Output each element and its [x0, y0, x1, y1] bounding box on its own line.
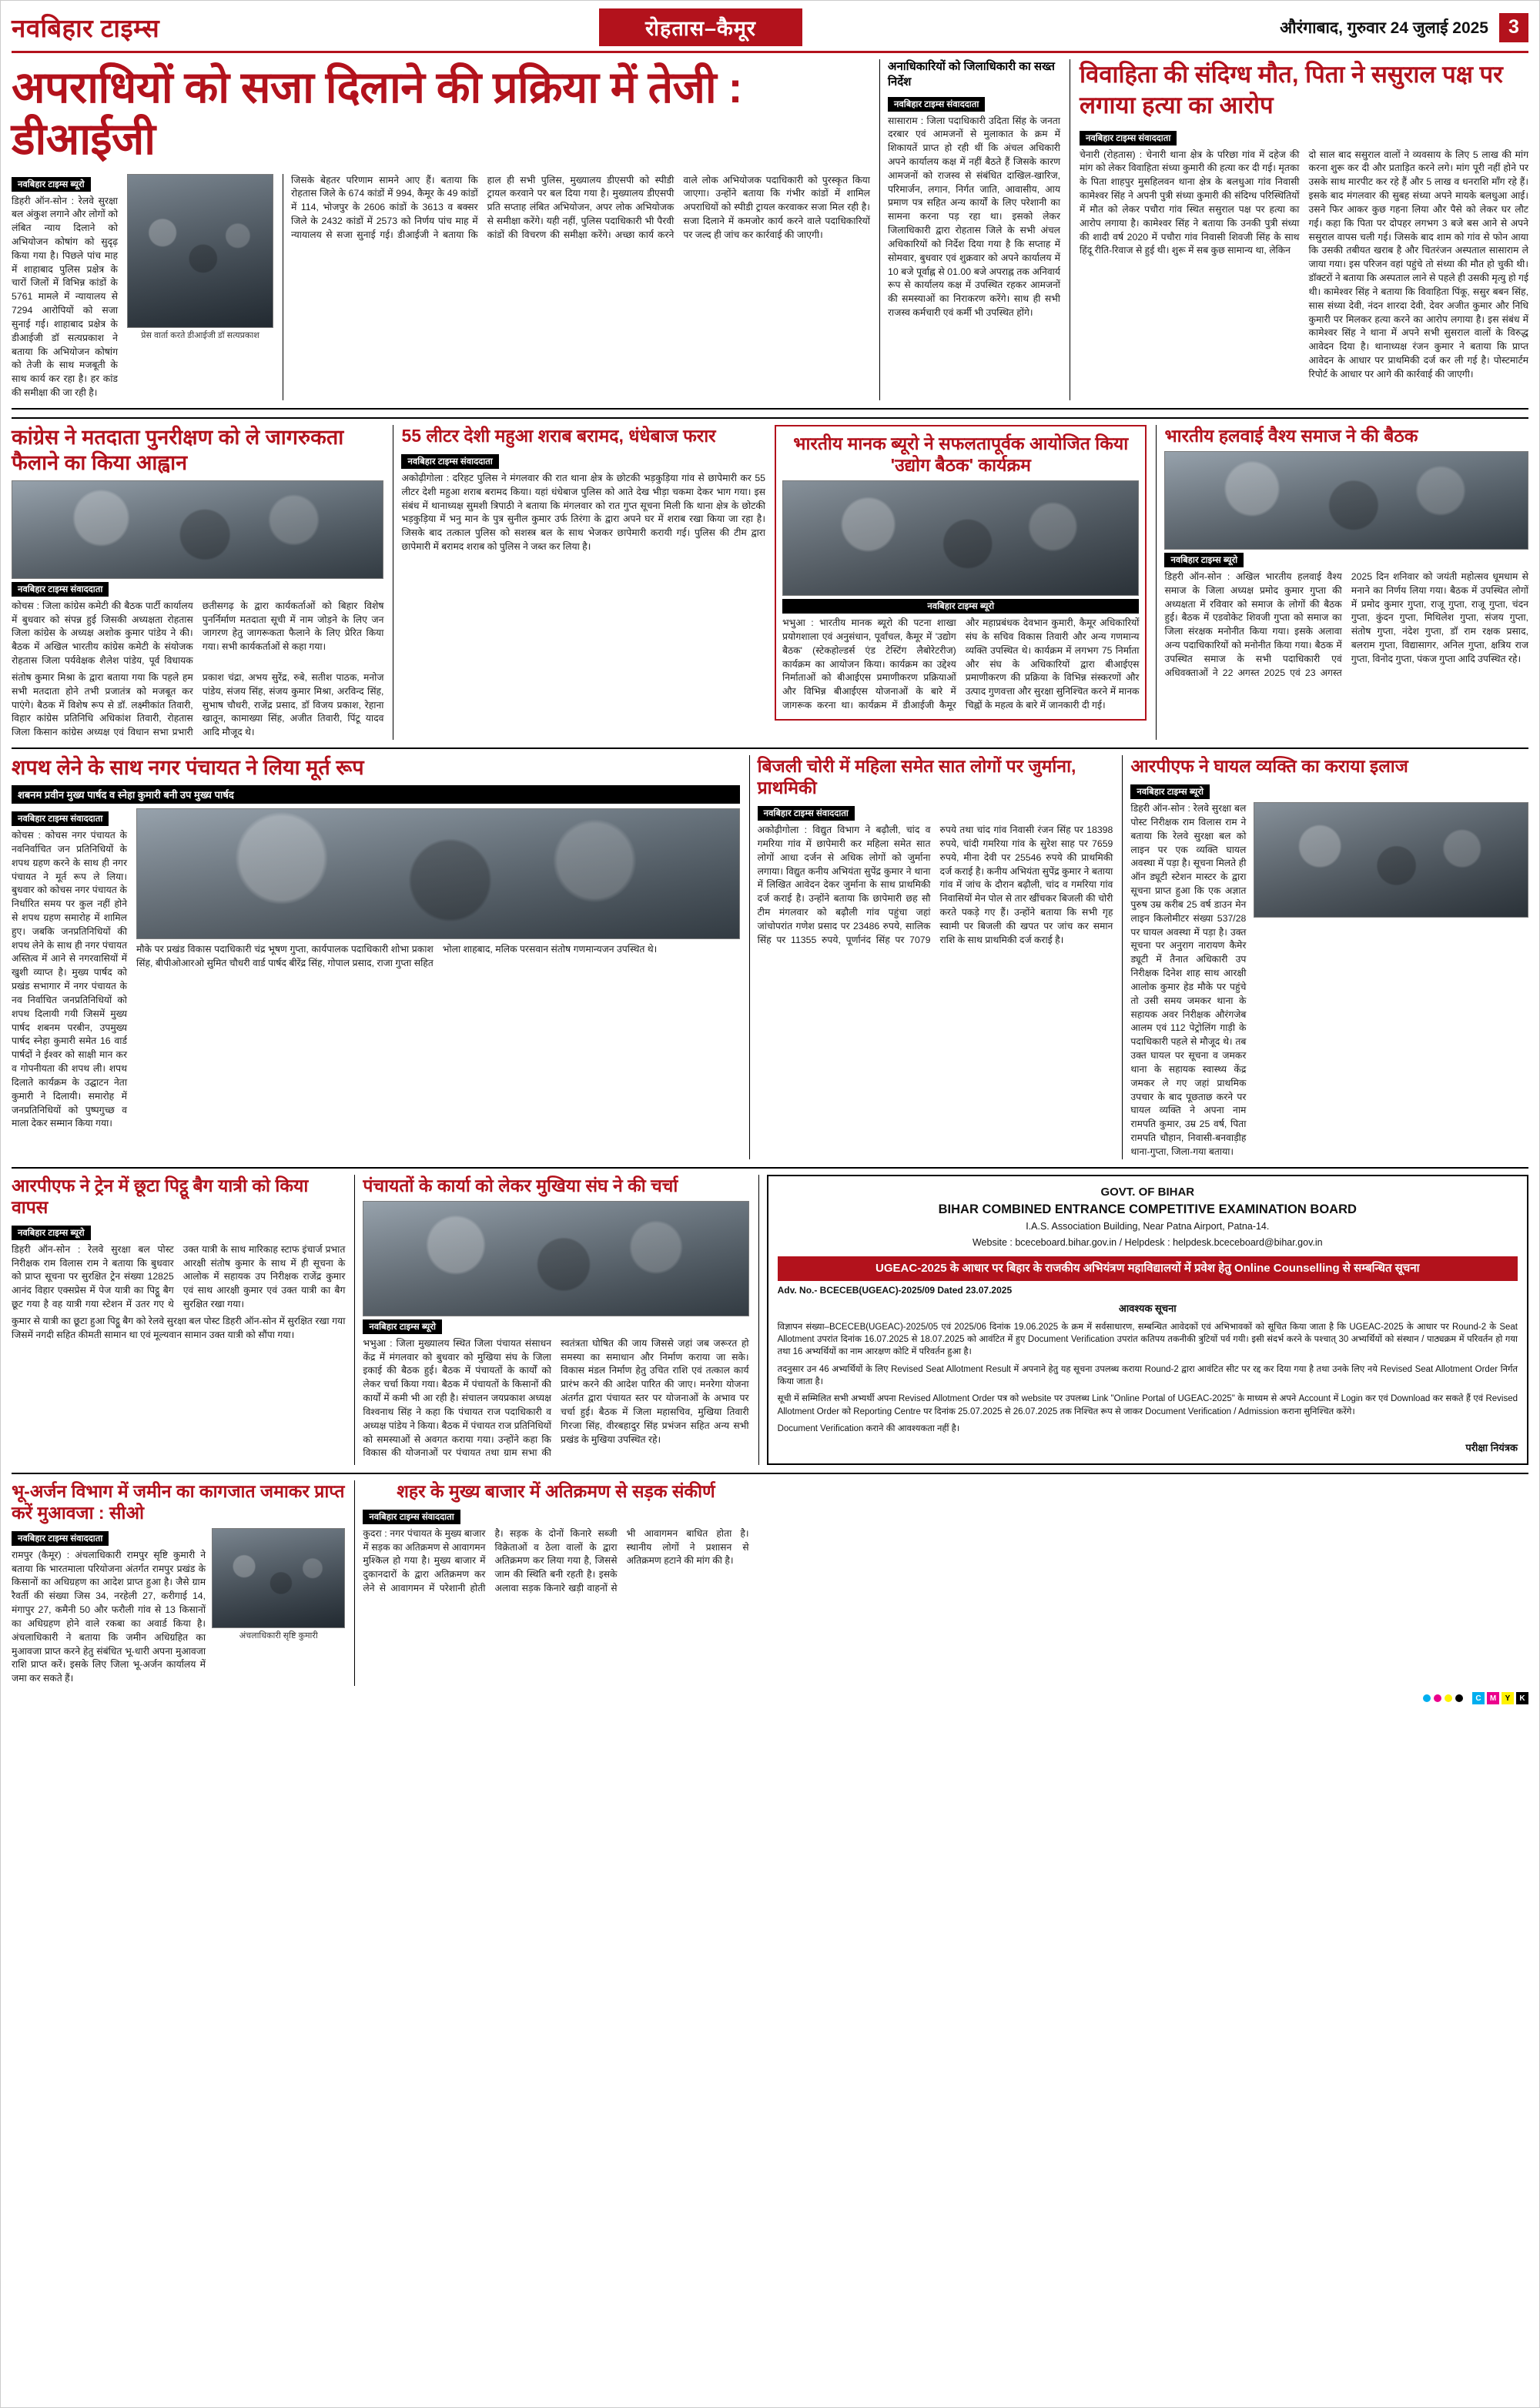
- story-mukhiya: [354, 1175, 748, 1465]
- mid-byline: नवबिहार टाइम्स संवाददाता: [888, 97, 985, 112]
- mid-text: सासाराम : जिला पदाधिकारी उदिता सिंह के जनता दरबार एवं आमजनों से मुलाकात के क्रम में शिकायतें प्राप्त हो रही थीं कि अंचल अधिकारी अपने कार्यालय कक्ष में नहीं बैठते हैं जिसके कारण आमजनों को राजस्व से संबंधित दाखिल-खारिज, परिमार्जन, लगान, निर्गत जाति, आवासीय, आय प्रमाण पत्र सहित अन्य कार्यों के लिए परेशानी का सामना करना पड़ रहा था। इसको लेकर जिलाधिकारी द्वारा रोहतास जिले के सभी अंचल अधिकारियों को निर्देश दिया गया है कि सप्ताह में सोमवार, बुधवार एवं शुक्रवार को अपने कार्यालय में 10 बजे पूर्वाह्न से 01.00 बजे अपराह्न तक अनिवार्य रूप से कार्यालय कक्ष में उपस्थित रहकर आमजनों की समस्याओं का निराकरण करेंगे। साथ ही सभी राजस्व कर्मचारी एवं कर्मी भी उपस्थित होंगे।: [888, 115, 1060, 319]
- story-bag-byline: नवबिहार टाइम्स ब्यूरो: [12, 1226, 91, 1240]
- story-land-compensation: [12, 1480, 345, 1686]
- story-mukhiya-byline: नवबिहार टाइम्स ब्यूरो: [363, 1319, 442, 1334]
- story-congress-title: कांग्रेस ने मतदाता पुनरीक्षण को ले जागरुकता फैलाने का किया आह्वान: [12, 425, 344, 474]
- lead-text-2-wrap: [283, 174, 870, 400]
- story-halwai-byline: नवबिहार टाइम्स ब्यूरो: [1164, 553, 1244, 567]
- ad-advno: Adv. No.- BCECEB(UGEAC)-2025/09 Dated 23.07.2025: [777, 1285, 1013, 1296]
- dot-cyan: [1423, 1694, 1431, 1702]
- story-encroachment-text: कुदरा : नगर पंचायत के मुख्य बाजार में सड़क का अतिक्रमण से आवागमन मुश्किल हो गया है। मुख्य बाजार में दुकानदारों के द्वारा अतिक्रमण कर लेने से आवागमन में परेशानी होती है। सड़क के दोनों किनारे सब्जी विक्रेताओं व ठेला वालों के द्वारा अतिक्रमण कर लिया गया है, जिससे जाम की स्थिति बनी रहती है। इसके अलावा सड़क किनारे खड़ी वाहनों से भी आवागमन बाधित होता है। स्थानीय लोगों ने प्रशासन से अतिक्रमण हटाने की मांग की है।: [363, 1527, 749, 1594]
- story-liquor-text: अकोढ़ीगोला : दरिहट पुलिस ने मंगलवार की रात थाना क्षेत्र के छोटकी भड़कुड़िया गांव से छापेमारी कर 55 लीटर देशी महुआ शराब बरामद किया। यहां धंधेबाज पुलिस को आते देख भीड़ा चकमा देकर भाग गया। इस संबंध में थानाध्यक्ष सुमशी त्रिपाठी ने बताया कि मंगलवार को रात गुप्त सूचना मिली कि थाना क्षेत्र के छोटकी भड़कुड़िया में भनु मान के पुत्र सुनील कुमार उर्फ तिरंगा के द्वारा अपने घर में शराब रखा किया जा रहा है। जिसके बाद तत्काल पुलिस को सशस्त्र बल के साथ भेजकर छापेमारी करायी गई। पुलिस की टीम द्वारा छापेमारी में बरामद शराब को पुलिस ने जब्त कर लिया है।: [401, 472, 765, 553]
- lead-byline: नवबिहार टाइम्स ब्यूरो: [12, 177, 91, 192]
- row-two: [12, 417, 1528, 740]
- story-mukhiya-photo: [363, 1201, 748, 1316]
- story-bis-text: भभुआ : भारतीय मानक ब्यूरो की पटना शाखा प्रयोगशाला एवं अनुसंधान, पूर्वांचल, कैमूर में 'उद्योग बैठक' (स्टेकहोल्डर्स एंड टेस्टिंग लैबोरेटरीज) कार्यक्रम का आयोजन किया। कार्यक्रम का उद्देश्य निर्माताओं को बीआईएस प्रमाणीकरण प्रक्रियाओं और विभिन्न बीआईएस योजनाओं के बारे में जागरूक करना था। कार्यक्रम में डीआईजी कैमूर और महाप्रबंधक देवभान कुमारी, कैमूर अधिकारियों संघ के सचिव विकास तिवारी और अन्य गणमान्य व्यक्ति उपस्थित थे। कार्यक्रम में लगभग 75 निर्माता और संघ के अधिकारियों द्वारा बीआईएस प्रमाणीकरण की प्रक्रिया के विभिन्न संस्करणों और उत्पाद गुणवत्ता और सुरक्षा सुनिश्चित करने में मानक चिह्नों के महत्व के बारे में जानकारी दी गई।: [782, 617, 1140, 711]
- right-lead-headline: विवाहिता की संदिग्ध मौत, पिता ने ससुराल पक्ष पर लगाया हत्या का आरोप: [1080, 61, 1503, 119]
- lead-photo: [127, 174, 273, 328]
- story-bis-title: भारतीय मानक ब्यूरो ने सफलतापूर्वक आयोजित किया 'उद्योग बैठक' कार्यक्रम: [793, 433, 1129, 475]
- lead-text-2: जिसके बेहतर परिणाम सामने आए हैं। बताया कि रोहतास जिले के 674 कांडों में 994, कैमूर के 49 कांडों में 114, भोजपुर के 2606 कांडों के 3613 व बक्सर जिले के 2432 कांडों में 2573 को निर्णय पांच माह में न्यायालय से सजा सुनाई गई। डीआईजी ने बताया कि हाल ही सभी पुलिस, मुख्यालय डीएसपी को स्पीडी ट्रायल करवाने पर बल दिया गया है। मुख्यालय डीएसपी प्रति सप्ताह लंबित अभियोजन, अपर लोक अभियोजक से समीक्षा करेंगे। यही नहीं, पुलिस पदाधिकारी भी पैरवी कांडों की विचरण की समीक्षा करेंगे। अच्छा कार्य करने वाले लोक अभियोजक पदाधिकारी को पुरस्कृत किया जाएगा। उन्होंने बताया कि गंभीर कांडों में शामिल अपराधियों को स्पीडी ट्रायल करवाकर सजा मिल रही है। सजा दिलाने में कमजोर कार्य करने वाले पदाधिकारियों पर जल्द ही जांच कर कार्रवाई की जाएगी।: [291, 174, 870, 240]
- right-lead-text-2: दो साल बाद ससुराल वालों ने व्यवसाय के लिए 5 लाख की मांग करना शुरू कर दी और प्रताड़ित करने लगे। मांग पूरी नहीं होने पर उसके साथ मारपीट कर रहे हैं और 5 लाख व धनराशि माँग रहे हैं। इसके बाद मंगलवार की सुबह संध्या अपने मायके बलधुआ आई। उसने फिर आकर कुछ गहना लिया और पैसे को लेकर घर लौट गई। कहा कि पिता पर दोपहर लगभग 3 बजे बस आने से अपने ससुराल वापस चली गई। जिसके बाद शाम को गांव से फोन आया कि उसकी तबीयत खराब है और चितरंजन अस्पताल सासाराम ले जाया गया। इस परिजन वहां पहुंचे तो संध्या की मौत हो चुकी थी। डॉक्टरों ने बताया कि अस्पताल लाने से पहले ही उसकी मृत्यु हो गई थी। कामेश्वर सिंह ने बताया कि विवाहिता पिंकू, ससुर बबन सिंह, सास संध्या देवी, नंदन शारदा देवी, देवर अजीत कुमार और निधि कुमारी पर मिलकर हत्या करने का आरोप लगाया है। इस संबंध में कामेश्वर सिंह ने थाना में अपने सभी सुसराल वालों के विरुद्ध आवेदन दिया है। थानाध्यक्ष रंजन कुमार ने बताया कि प्राप्त आवेदन के आधार पर प्राथमिकी दर्ज कर ली गई है। पोस्टमार्टम रिपोर्ट के आधार पर आगे की कार्रवाई की जाएगी।: [1308, 149, 1528, 380]
- story-bag-title: आरपीएफ ने ट्रेन में छूटा पिट्ठू बैग यात्री को किया वापस: [12, 1175, 309, 1217]
- edition-tag-wrap: [273, 8, 1128, 46]
- story-power-theft: [749, 755, 1113, 1159]
- story-panchayat-oath: [12, 755, 740, 1159]
- lead-text-1: डिहरी ऑन-सोन : रेलवे सुरक्षा बल अंकुश लगाने और लोगों को लंबित न्याय दिलाने को अभियोजन कोषांग को सुदृढ़ किया गया है। पिछले पांच माह में शाहाबाद पुलिस प्रक्षेत्र के चारों जिलों में विभिन्न कांडों के 5761 मामले में न्यायालय से 7294 आरोपियों को सजा सुनाई गई। शाहाबाद प्रक्षेत्र के डीआईजी डॉ सत्यप्रकाश ने बताया कि अभियोजन कोषांग को तेजी के साथ मजबूती के साथ कार्य कर रहा है। हर कांड की समीक्षा की जा रही है।: [12, 195, 118, 399]
- ad-website: Website : bceceboard.bihar.gov.in / Helpdesk : helpdesk.bceceboard@bihar.gov.in: [972, 1237, 1323, 1249]
- story-oath-subtitle: शबनम प्रवीन मुख्य पार्षद व स्नेहा कुमारी बनी उप मुख्य पार्षद: [12, 785, 740, 804]
- lead-photo-caption: प्रेस वार्ता करते डीआईजी डॉ सत्यप्रकाश: [141, 330, 259, 340]
- story-power-text: अकोढ़ीगोला : विद्युत विभाग ने बढ़ौली, चांद व गमरिया गांव में छापेमारी कर महिला समेत सात लोगों आधा दर्जन से अधिक लोगों को जुर्माना लगाया। विद्युत कनीय अभियंता सुपेंद्र कुमार ने थाना में लिखित आवेदन देकर जुर्माना के साथ प्राथमिकी दर्ज कराई है। उन्होंने बताया कि छापेमारी छह सौ टीम मंगलवार को बढ़ौली गांव पहुंचा जहां जांचोपरांत गणेश प्रसाद पर 23486 रुपये, सालिक सिंह पर 11355 रुपये, पूर्णानंद सिंह पर 7079 रुपये तथा चांद गांव निवासी रंजन सिंह पर 18398 रुपये, चांदी गमरिया गांव के सुरेश साह पर 7659 रुपये, मीना देवी पर 25546 रुपये की प्राथमिकी दर्ज कराई है। कनीय अभियंता सुपेंद्र कुमार ने बताया गांव में जांच के दौरान बढ़ौली, चांद व गमरिया गांव निवासियों मेन पोल से तार खींचकर बिजली की चोरी करते पकड़े गए हैं। उन्होंने बताया कि सभी गृह स्वामी पर बिजली की खपत पर जांच कर समान राशि के साथ प्राथमिकी दर्ज कराई है।: [757, 824, 1113, 945]
- ad-para-1: विज्ञापन संख्या–BCECEB(UGEAC)-2025/05 एवं 2025/06 दिनांक 19.06.2025 के क्रम में सर्वसाधारण, सम्बन्धित आवेदकों एवं अभिभावकों को सूचित किया जाता है कि UGEAC-2025 के आधार पर Round-2 के Seat Allotment उपरांत दिनांक 16.07.2025 से 18.07.2025 को आवंटित में हुए Document Verification उपरांत कतिपय तकनीकी त्रुटियों पर्व गयी। इसी संदर्भ करने के पश्चात् 30 अभ्यर्थियों को संस्थान / पाठ्यक्रम में परिवर्तन हो गया तथा 16 अभ्यर्थियों का नाम आरक्षण कोटि में परिवर्तन हुआ है।: [777, 1322, 1518, 1357]
- right-lead-byline: नवबिहार टाइम्स संवाददाता: [1080, 131, 1177, 145]
- story-congress-byline: नवबिहार टाइम्स संवाददाता: [12, 582, 109, 597]
- story-oath-title: शपथ लेने के साथ नगर पंचायत ने लिया मूर्त रूप: [12, 756, 364, 780]
- row-three: [12, 747, 1528, 1159]
- story-congress-text: कोचस : जिला कांग्रेस कमेटी की बैठक पार्टी कार्यालय में बुधवार को संपन्न हुई जिसकी अध्यक्षता रोहतास जिला कांग्रेस के अध्यक्ष अशोक कुमार पांडेय ने की। बैठक में अखिल भारतीय कांग्रेस कमेटी के संयोजक रोहतास जिला पर्यवेक्षक शैलेश पांडेय, पूर्व विधायक छतीसगढ़ के द्वारा कार्यकर्ताओं को बिहार विशेष पुनर्निर्माण मतदाता सूची में नाम जोड़ने के लिए जन जागरण हेतु जागरूकता फैलाने के लिए प्रेरित किया गया। सभी कार्यकर्ताओं से कहा गया।: [12, 600, 384, 667]
- story-liquor-byline: नवबिहार टाइम्स संवाददाता: [401, 454, 498, 469]
- story-halwai-photo: [1164, 451, 1528, 550]
- dot-magenta: [1434, 1694, 1441, 1702]
- cmyk-y: Y: [1502, 1692, 1514, 1704]
- story-power-title: बिजली चोरी में महिला समेत सात लोगों पर जुर्माना, प्राथमिकी: [757, 756, 1076, 798]
- story-mukhiya-text: भभुआ : जिला मुख्यालय स्थित जिला पंचायत संसाधन केंद्र में मंगलवार को बुधवार को मुखिया संघ के जिला इकाई की बैठक हुई। बैठक में पंचायतों के कार्यों को लेकर चर्चा किया गया। बैठक में पंचायतों के किसानों की कार्यों में कमी भी आ रही है। संचालन जयप्रकाश अध्यक्ष विश्वनाथ सिंह ने कहा कि पंचायत राज पदाधिकारी व अध्यक्ष पांडेय ने किया। बैठक में पंचायत राज प्रतिनिधियों को समस्याओं से अवगत कराया गया। उन्होंने कहा कि विकास की योजनाओं पर पंचायत तथा ग्राम सभा की स्वतंत्रता घोषित की जाय जिससे जहां जब जरूरत हो समस्या का समाधान और निर्माण कराया जा सके। विकास मंडल निर्माण हेतु उचित राशि एवं तत्काल कार्य प्रारंभ करने की आदेश पारित की जाए। मनरेगा योजना अंतर्गत द्वारा पंचायत स्तर पर योजनाओं के अभाव पर चर्चा हुई। बैठक में जिला महासचिव, मुखिया तिवारी गिरजा सिंह, वीरबहादुर सिंह प्रभंजन सहित अन्य सभी प्रखंड के मुखिया उपस्थित रहे।: [363, 1337, 749, 1459]
- ad-signature: परीक्षा नियंत्रक: [1465, 1442, 1518, 1454]
- cmyk-c: C: [1472, 1692, 1485, 1704]
- edition-tag: रोहतास–कैमूर: [599, 8, 802, 46]
- top-section: [12, 59, 1528, 410]
- story-bag-return: [12, 1175, 345, 1465]
- story-bis-photo: [782, 480, 1139, 596]
- ad-notice-title: आवश्यक सूचना: [1118, 1303, 1177, 1315]
- story-land-text: रामपुर (कैमूर) : अंचलाधिकारी रामपुर सृष्टि कुमारी ने बताया कि भारतमाला परियोजना अंतर्गत रामपुर प्रखंड के किसानों का अधिग्रहण का आदेश प्राप्त हुआ है। जैसे ग्राम रैवर्ती की संख्या जिस 34, नरहेली 27, करीगाई 14, मंगापुर 27, कमैनी 50 और फरौली गांव से 13 किसानों का अधिग्रहण होने वाले रकबा का अवार्ड किया है। अंचलाधिकारी ने बताया कि जमीन अधिग्रहित का मुआवजा प्राप्त करने हेतु संबंधित भू-धारी अपना मुआवजा राशि प्राप्त करें। इसके लिए जिला भू-अर्जन कार्यालय में जमा कर सकते हैं।: [12, 1549, 206, 1684]
- story-rpf-byline: नवबिहार टाइम्स ब्यूरो: [1130, 784, 1210, 799]
- story-rpf-treatment: [1122, 755, 1528, 1159]
- ad-para-4: Document Verification कराने की आवश्यकता नहीं है।: [777, 1423, 960, 1433]
- ad-board: BIHAR COMBINED ENTRANCE COMPETITIVE EXAMINATION BOARD: [938, 1202, 1357, 1216]
- story-liquor-title: 55 लीटर देशी महुआ शराब बरामद, धंधेबाज फरार: [401, 425, 716, 446]
- story-halwai-text: डिहरी ऑन-सोन : अखिल भारतीय हलवाई वैश्य समाज के जिला अध्यक्ष प्रमोद कुमार गुप्ता की अध्यक्षता में रविवार को समाज के लोगों की बैठक हुई। बैठक में एडवोकेट शिवजी गुप्ता को समाज का जिला संरक्षक मनोनीत किया गया। इसके अलावा अन्य पदाधिकारियों को मनोनीत किया गया। बैठक में उपस्थित समाज के सभी पदाधिकारी एवं अधिवक्ताओं ने 22 अगस्त 2025 एवं 23 अगस्त 2025 दिन शनिवार को जयंती महोत्सव धूमधाम से मनाने का निर्णय लिया गया। बैठक में उपस्थित लोगों में प्रमोद कुमार गुप्ता, राजू गुप्ता, राजू गुप्ता, चंदन गुप्ता, कुंदन गुप्ता, मिथिलेश गुप्ता, संजय गुप्ता, संतोष गुप्ता, नंदेश गुप्ता, डॉ राम रक्षक प्रसाद, बलराम गुप्ता, विद्यासागर, अनिल गुप्ता, क्षत्रिय राज गुप्ता, विनोद गुप्ता, पंकज गुप्ता आदि उपस्थित रहे।: [1164, 570, 1528, 678]
- masthead-date: औरंगाबाद, गुरुवार 24 जुलाई 2025: [1280, 18, 1488, 37]
- story-oath-byline: नवबिहार टाइम्स संवाददाता: [12, 811, 109, 826]
- ad-org: GOVT. OF BIHAR: [1100, 1185, 1195, 1199]
- story-bag-text-2: कुमार से यात्री का छूटा हुआ पिट्ठू बैग को रेलवे सुरक्षा बल पोस्ट डिहरी ऑन-सोन में सुरक्षित रखा गया जिसमें नगदी सहित कीमती सामान था एवं मूल्यवान सामान उक्त यात्री को सौंपा गया।: [12, 1315, 346, 1340]
- masthead: [12, 8, 1528, 53]
- story-oath-text: कोचस : कोचस नगर पंचायत के नवनिर्वाचित जन प्रतिनिधियों के शपथ ग्रहण करने के साथ ही नगर पंचायत ने मूर्त रूप ले लिया। बुधवार को कोचस नगर पंचायत के निर्धारित समय पर कुल नहीं होने से शपथ ग्रहण समारोह में शामिल हुए। जबकि जनप्रतिनिधियों की शपथ लेने के साथ ही नगर पंचायत अस्तित्व में आने से नगरवासियों में खुशी व्याप्त है। मुख्य पार्षद को प्रखंड सभागार में नगर पंचायत के नव निर्वाचित जनप्रतिनिधियों को शपथ दिलायी गयी जिसमें मुख्य पार्षद शबनम परबीन, उपमुख्य पार्षद स्नेहा कुमारी समेत 16 वार्ड पार्षदों ने ईश्वर को साक्षी मान कर व गोपनीयता की शपथ ली। शपथ दिलाते कार्यक्रम के उद्घाटन नेता कुमारी ने दिलायी। समारोह में जनप्रतिनिधियों को पुष्पगुच्छ व माला देकर सम्मान किया गया।: [12, 830, 127, 1129]
- story-bis: [775, 425, 1147, 740]
- story-land-title: भू-अर्जन विभाग में जमीन का कागजात जमाकर प्राप्त करें मुआवजा : सीओ: [12, 1480, 345, 1523]
- story-halwai-title: भारतीय हलवाई वैश्य समाज ने की बैठक: [1164, 425, 1418, 446]
- cmyk-k: K: [1516, 1692, 1528, 1704]
- dot-black: [1455, 1694, 1463, 1702]
- ad-para-3: सूची में सम्मिलित सभी अभ्यर्थी अपना Revised Allotment Order पत्र को website पर उपलब्ध Link "Online Portal of UGEAC-2025" के माध्यम से अपने Account में Login कर एवं Download कर सकते हैं एवं Revised Allotment Order को Reporting Centre पर दिनांक 25.07.2025 से 26.07.2025 तक निश्चित रूप से जाकर Document Verification / Admission कराना सुनिश्चित करेंगे।: [777, 1394, 1518, 1416]
- story-mukhiya-title: पंचायतों के कार्या को लेकर मुखिया संघ ने की चर्चा: [363, 1175, 678, 1196]
- cmyk-m: M: [1487, 1692, 1499, 1704]
- color-registration-marks: [12, 1692, 1528, 1704]
- row-four: [12, 1167, 1528, 1465]
- story-land-photo: [212, 1528, 345, 1628]
- masthead-right: [1128, 8, 1528, 46]
- right-lead-story: [1070, 59, 1528, 400]
- masthead-title: नवबिहार टाइम्स: [12, 14, 160, 42]
- row-five-spacer: [758, 1480, 1528, 1686]
- story-power-byline: नवबिहार टाइम्स संवाददाता: [758, 806, 855, 821]
- story-congress-text-2: संतोष कुमार मिश्रा के द्वारा बताया गया कि पहले हम सभी मतदाता होने तभी प्रजातंत्र को मजबूत कर पाएंगे। बैठक में विशेष रूप से डॉ. लक्ष्मीकांत तिवारी, विहार कांग्रेस प्रतिनिधि अधिकांश तिवारी, रोहतास जिला किसान कांग्रेस अध्यक्ष एवं विधान सभा प्रभारी प्रकाश चंद्रा, अभय सुरेंद्र, रुबे, सतीश पाठक, मनोज पांडेय, संजय सिंह, संजय कुमार मिश्रा, अरविन्द सिंह, सुभाष चौधरी, राजेंद्र प्रसाद, डॉ विजय प्रकाश, रेहाना खातून, कामाख्या सिंह, अजीत तिवारी, पिंटू यादव आदि मौजूद थे।: [12, 671, 384, 738]
- story-encroachment: [354, 1480, 748, 1686]
- story-encroachment-byline: नवबिहार टाइम्स संवाददाता: [363, 1510, 460, 1524]
- story-rpf-text: डिहरी ऑन-सोन : रेलवे सुरक्षा बल पोस्ट निरीक्षक राम विलास राम ने बताया कि रेलवे सुरक्षा बल को लाइन पर एक व्यक्ति घायल अवस्था में पड़ा है। सूचना मिलते ही ऑन ड्यूटी स्टेशन मास्टर के द्वारा सूचना प्राप्त हुआ कि एक अज्ञात पुरुष उम्र करीब 25 वर्ष डाउन मेन लाइन किलोमीटर संख्या 537/28 पर घायल अवस्था में पड़ा है। उक्त सूचना पर अनुराग नारायण कैमेर ड्यूटी में तैनात अधिकारी उप निरीक्षक दिनेश शाह साथ आरक्षी आलोक कुमार हेड मौके पर पहुंचे तो उसी समय जमकर थाना के सहायक अवर निरीक्षक औरंगजेब आलम एवं 112 पेट्रोलिंग गाड़ी के पदाधिकारी पहले से मौजूद थे। तब उक्त घायल पर सूचना व जमकर थाना के सहायक स्वास्थ्य केंद्र जमकर ले गए जहां प्राथमिक उपचार के बाद पूछताछ करने पर घायल व्यक्ति ने अपना नाम रामपति कुमार, उम्र 25 वर्ष, पिता रामपति चौहान, निवासी-बनवाड़ीह थाना-गुप्ता, जिला-गया बताया।: [1130, 803, 1247, 1157]
- lead-headline: अपराधियों को सजा दिलाने की प्रक्रिया में तेजी : डीआईजी: [12, 63, 742, 165]
- story-rpf-photo: [1254, 802, 1528, 918]
- story-liquor: [393, 425, 765, 740]
- advertisement: [758, 1175, 1528, 1465]
- ad-strip: UGEAC-2025 के आधार पर बिहार के राजकीय अभियंत्रण महाविद्यालयों में प्रवेश हेतु Online Counselling से सम्बन्धित सूचना: [778, 1256, 1518, 1281]
- story-congress: [12, 425, 383, 740]
- story-congress-photo: [12, 480, 383, 579]
- ad-address: I.A.S. Association Building, Near Patna Airport, Patna-14.: [1026, 1221, 1270, 1232]
- right-lead-text-1: चेनारी (रोहतास) : चेनारी थाना क्षेत्र के परिछा गांव में दहेज की मांग को लेकर विवाहिता संध्या कुमारी की हत्या कर दी गई। मृतका के पिता शाहपुर मुसहिलवन थाना क्षेत्र के बलधुआ गांव निवासी कामेश्वर सिंह ने अपनी पुत्री संध्या कुमारी की संदिग्ध परिस्थितियों में मौत को लेकर पचौरा गांव स्थित ससुराल पक्ष पर हत्या का आरोप लगाया है। कामेश्वर सिंह ने बताया कि उनकी पुत्री संध्या की शादी वर्ष 2020 में पचौरा गांव निवासी शिवजी सिंह के साथ हिंदू रीति-रिवाज से हुई थी। शुरू में सब कुछ सामान्य था, लेकिन: [1080, 149, 1300, 256]
- ad-para-2: तदनुसार उन 46 अभ्यर्थियों के लिए Revised Seat Allotment Result में अपनाने हेतु यह सूचना उपलब्ध कराया Round-2 द्वारा आवंटित सीट पर रद्द कर दिया गया है तथा उनके लिए नये Revised Seat Allotment Order निर्गत किया जाता है।: [777, 1364, 1518, 1386]
- cmyk-marks: [1472, 1692, 1528, 1704]
- story-bis-byline: नवबिहार टाइम्स ब्यूरो: [782, 599, 1139, 614]
- story-rpf-title: आरपीएफ ने घायल व्यक्ति का कराया इलाज: [1130, 756, 1408, 777]
- mid-story: [879, 59, 1060, 400]
- story-encroachment-title: शहर के मुख्य बाजार में अतिक्रमण से सड़क संकीर्ण: [397, 1480, 715, 1501]
- story-oath-photo: [136, 808, 740, 939]
- story-halwai: [1156, 425, 1528, 740]
- mid-headline: अनाधिकारियों को जिलाधिकारी का सख्त निर्देश: [888, 60, 1055, 89]
- page-number: 3: [1499, 13, 1528, 42]
- story-land-caption: अंचलाधिकारी सृष्टि कुमारी: [239, 1630, 318, 1640]
- dot-yellow: [1445, 1694, 1452, 1702]
- story-land-byline: नवबिहार टाइम्स संवाददाता: [12, 1531, 109, 1546]
- row-five: [12, 1473, 1528, 1686]
- story-bag-text: डिहरी ऑन-सोन : रेलवे सुरक्षा बल पोस्ट निरीक्षक राम विलास राम ने बताया कि बुधवार को प्राप्त सूचना पर सुरक्षित ट्रेन संख्या 12825 आनंद विहार एक्सप्रेस में पेज यात्री का पिट्ठू बैग छूट गया है वह यात्री गया स्टेशन में उतर गए थे उक्त यात्री के साथ मारिकाह स्टाफ इंचार्ज प्रभात आरक्षी संतोष कुमार के साथ में ही सूचना के आलोक में सहायक उप निरीक्षक राजेंद्र कुमार एवं साथ आरक्षी कुमार एवं उक्त यात्री का बैग सुरक्षित रखा गया।: [12, 1243, 346, 1310]
- lead-story: [12, 59, 870, 400]
- story-oath-text-2: मौके पर प्रखंड विकास पदाधिकारी चंद्र भूषण गुप्ता, कार्यपालक पदाधिकारी शोभा प्रकाश सिंह, बीपीओआरओ सुमित चौधरी वार्ड पार्षद बीरेंद्र सिंह, गोपाल प्रसाद, राजा गुप्ता सहित भोला शाहबाद, मलिक परसवान संतोष गणमान्यजन उपस्थित थे।: [136, 944, 658, 968]
